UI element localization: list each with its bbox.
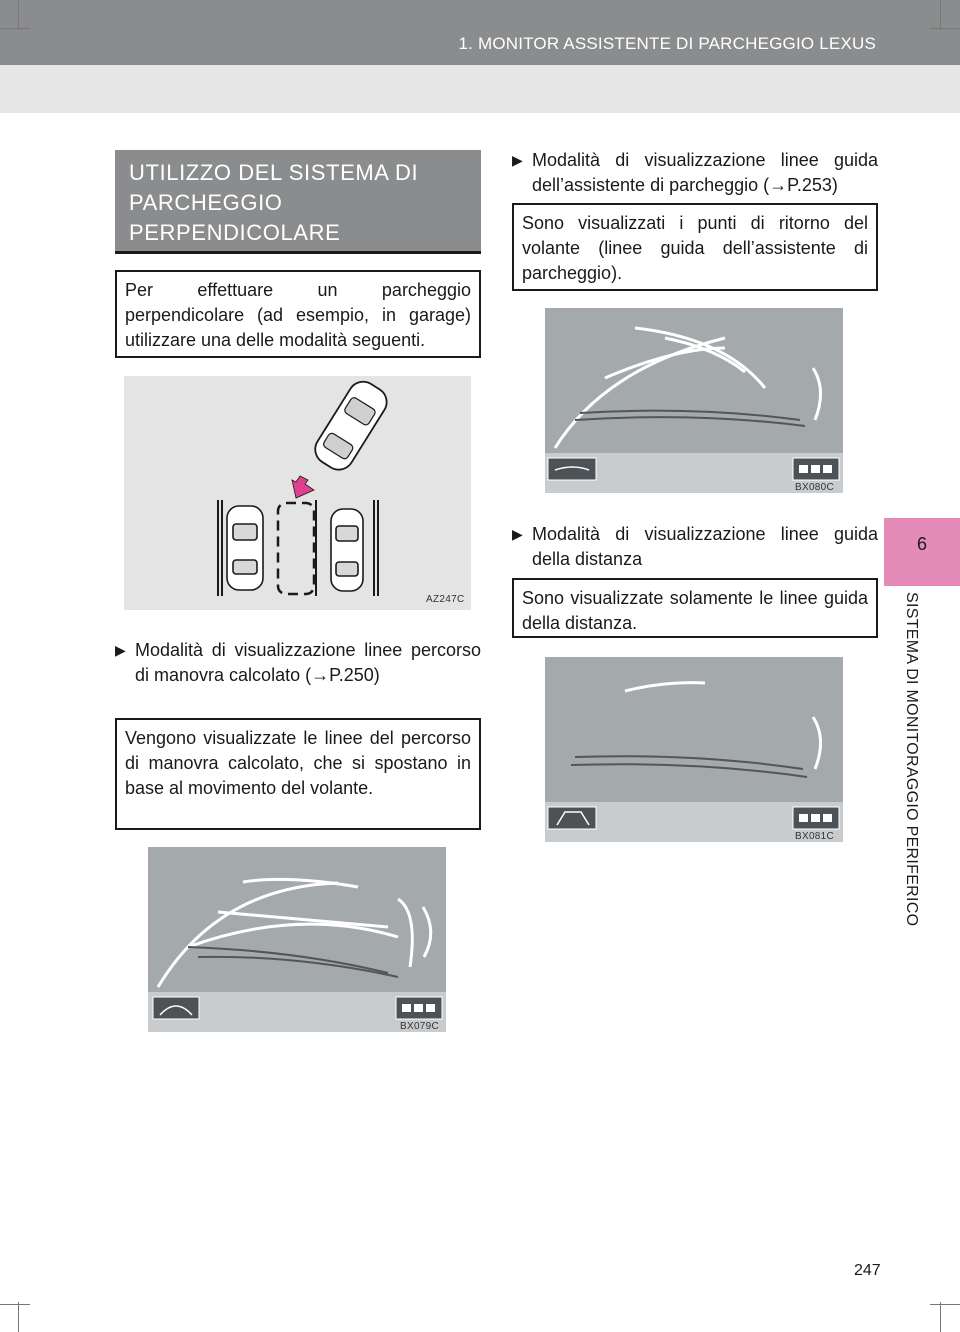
chapter-title: 1. MONITOR ASSISTENTE DI PARCHEGGIO LEXUS — [458, 34, 876, 53]
heading-line: UTILIZZO DEL SISTEMA DI — [129, 160, 419, 185]
heading-line: PARCHEGGIO — [129, 190, 283, 215]
chapter-tab-label: SISTEMA DI MONITORAGGIO PERIFERICO — [903, 592, 920, 927]
mode-2-description: Sono visualizzati i punti di ritorno del volante (linee guida dell’assistente di parcheggio). — [522, 213, 868, 283]
mode-2-title: ▶ Modalità di visualizzazione linee guida dell’assistente di parcheggio (→P.253) — [512, 150, 878, 195]
header-subband — [0, 65, 960, 113]
mode-1-title: ▶ Modalità di visualizzazione linee percorso di manovra calcolato (→P.250) — [115, 640, 481, 685]
header-band — [0, 0, 960, 65]
mode-2-description-box — [512, 203, 878, 291]
bullet-triangle-icon: ▶ — [115, 642, 126, 658]
crop-mark — [18, 0, 19, 30]
calculated-path-lines — [148, 847, 446, 1032]
heading-line: PERPENDICOLARE — [129, 220, 341, 245]
intro-text: Per effettuare un parcheggio perpendicolare (ad esempio, in garage) utilizzare una delle modalità seguenti. — [125, 280, 471, 350]
perpendicular-parking-diagram — [124, 376, 471, 610]
crop-mark — [0, 1304, 30, 1305]
mode-3-description: Sono visualizzate solamente le linee guida della distanza. — [522, 588, 868, 633]
figure-code: BX080C — [795, 482, 835, 493]
figure-code: AZ247C — [426, 594, 465, 605]
page-number: 247 — [854, 1262, 881, 1279]
crop-mark — [940, 0, 941, 30]
crop-mark — [930, 1304, 960, 1305]
mode-3-title: ▶ Modalità di visualizzazione linee guida della distanza — [512, 524, 878, 569]
figure-code: BX079C — [400, 1021, 440, 1032]
camera-view-parking-assist — [545, 308, 843, 493]
mode-3-description-box — [512, 578, 878, 638]
chapter-number: 6 — [916, 534, 927, 554]
mode-1-description-box — [115, 718, 481, 830]
distance-guide-lines — [545, 657, 843, 842]
intro-box — [115, 270, 481, 358]
camera-view-calculated-path — [148, 847, 446, 1032]
parking-illustration — [124, 376, 471, 610]
bullet-triangle-icon: ▶ — [512, 526, 523, 542]
mode-1-description: Vengono visualizzate le linee del percorso di manovra calcolato, che si spostano in base al movimento del volante. — [125, 728, 471, 798]
crop-mark — [0, 28, 30, 29]
chapter-tab[interactable] — [884, 518, 960, 586]
crop-mark — [940, 1302, 941, 1332]
crop-mark — [18, 1302, 19, 1332]
figure-code: BX081C — [795, 831, 835, 842]
camera-view-distance-guide — [545, 657, 843, 842]
section-heading — [115, 150, 481, 254]
crop-mark — [930, 28, 960, 29]
parking-assist-guide-lines — [545, 308, 843, 493]
bullet-triangle-icon: ▶ — [512, 152, 523, 168]
